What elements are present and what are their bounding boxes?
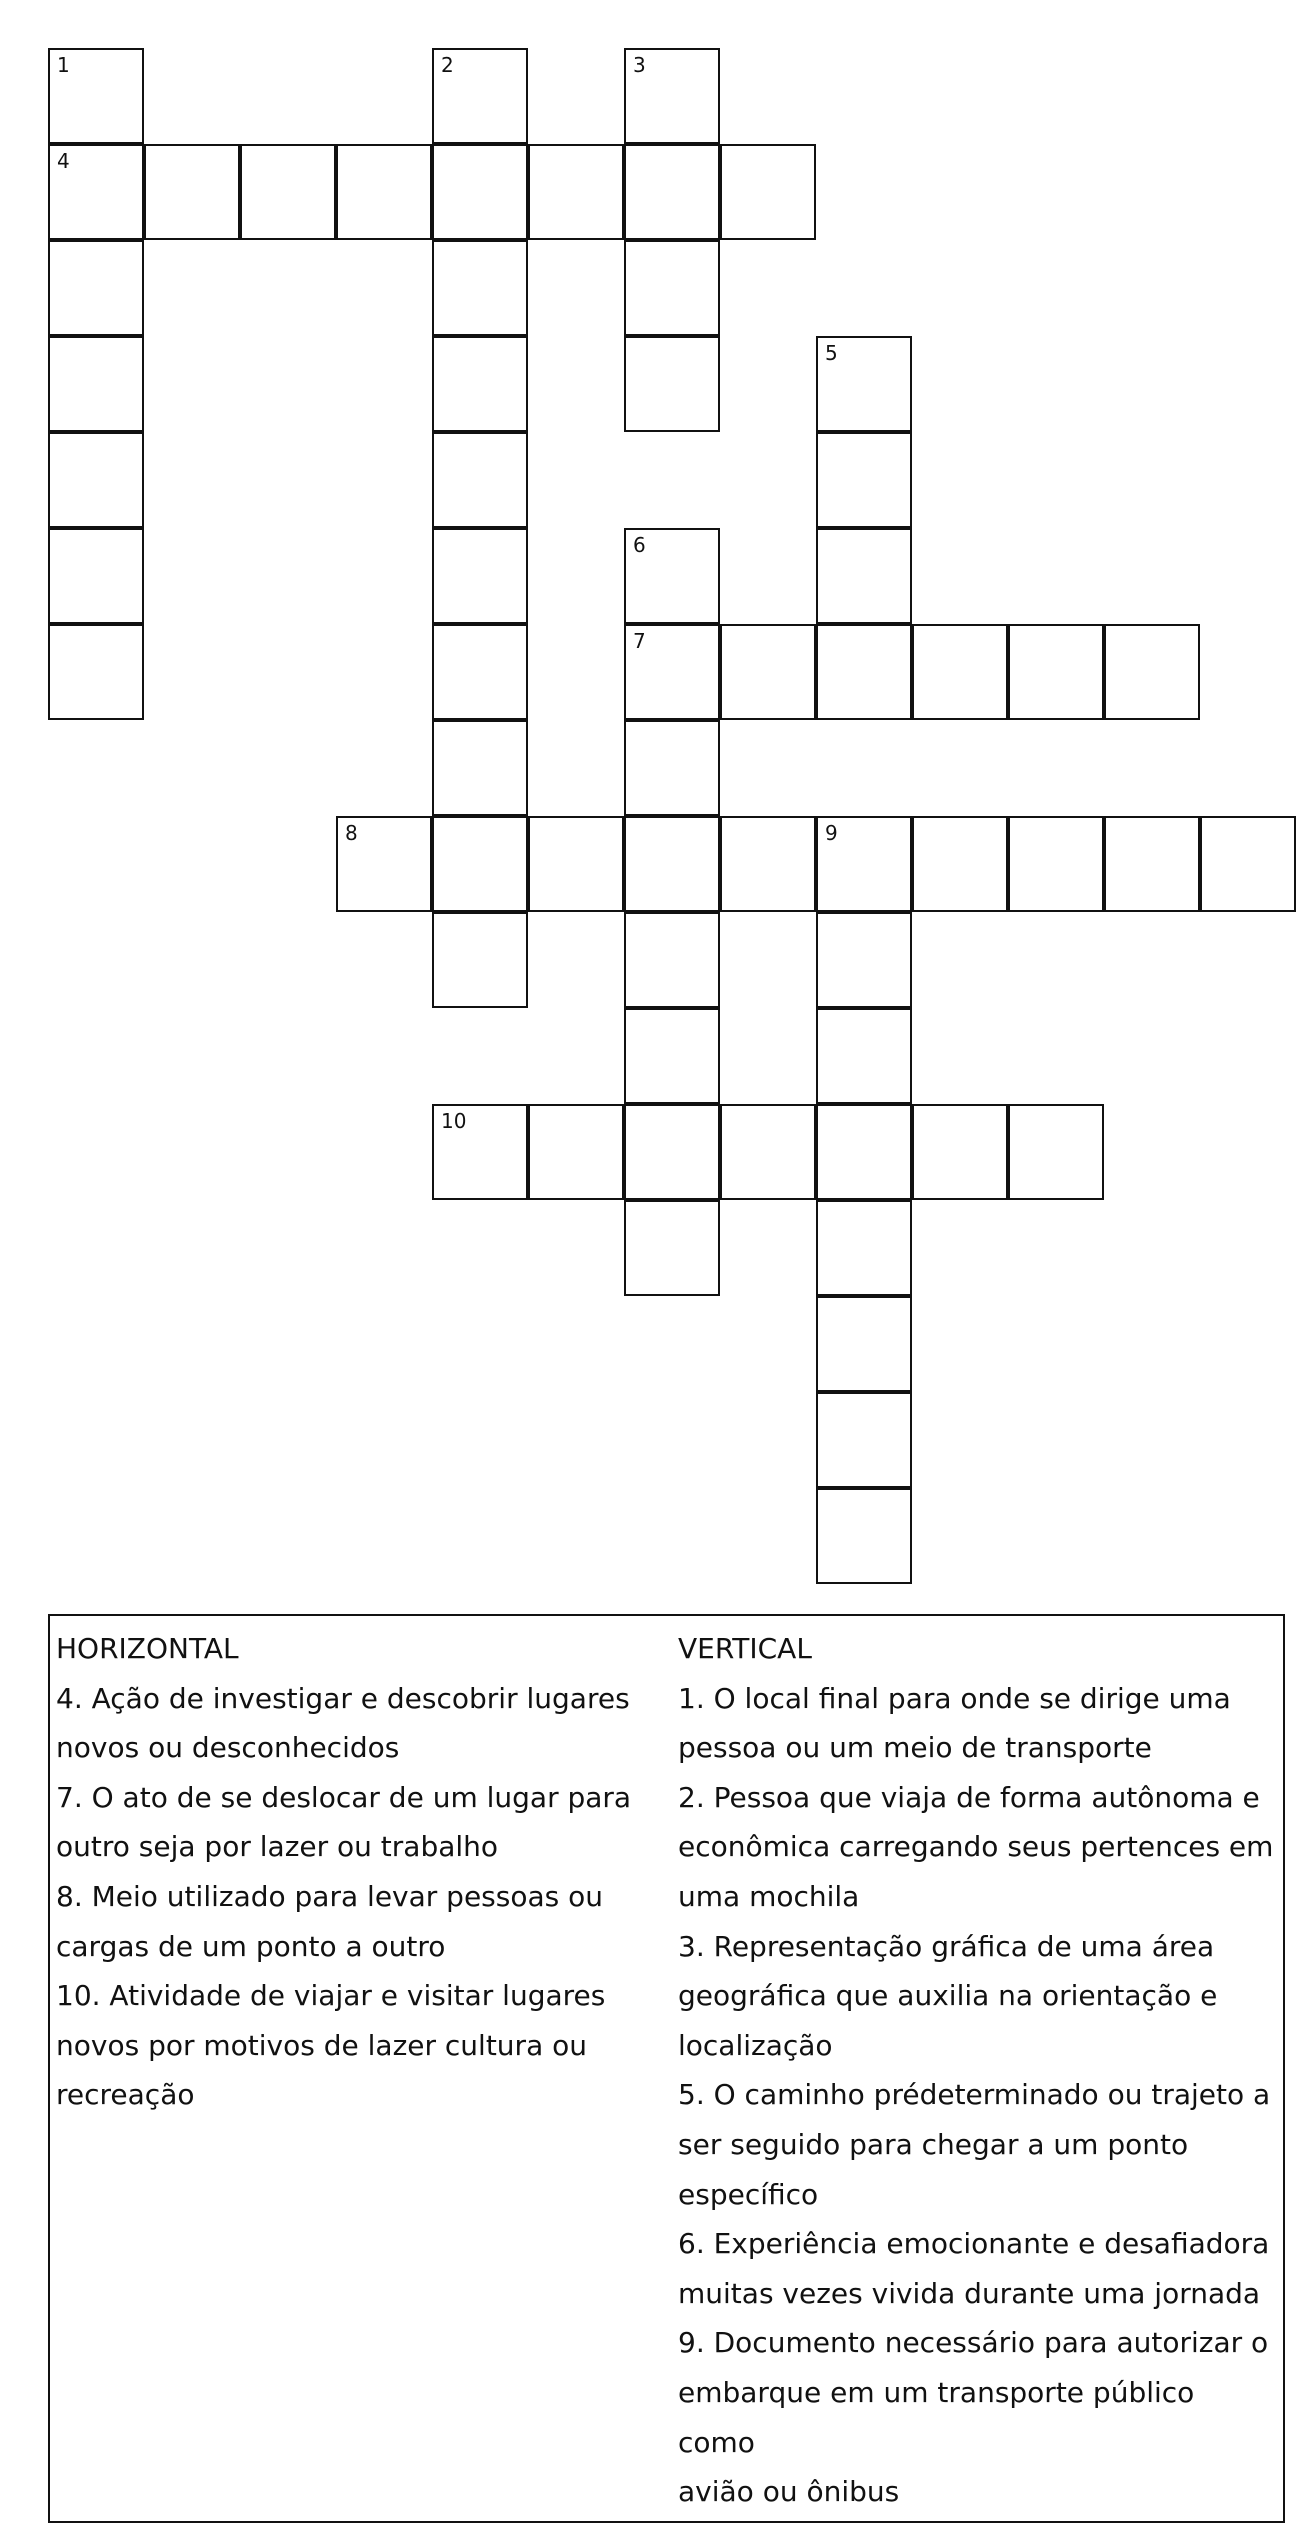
clue-line: cargas de um ponto a outro [56, 1929, 446, 1963]
crossword-cell[interactable] [432, 48, 528, 144]
crossword-cell[interactable] [816, 1200, 912, 1296]
clue-line: específico [678, 2177, 819, 2211]
vertical-clue [678, 1773, 1278, 1922]
crossword-cell[interactable] [816, 1008, 912, 1104]
crossword-cell[interactable] [1008, 1104, 1104, 1200]
crossword-cell[interactable] [48, 624, 144, 720]
crossword-cell[interactable] [624, 720, 720, 816]
crossword-cell[interactable] [48, 48, 144, 144]
vertical-title: VERTICAL [678, 1632, 812, 1665]
clue-number: 9 [825, 821, 838, 845]
crossword-cell[interactable] [816, 1104, 912, 1200]
clue-line: novos ou desconhecidos [56, 1731, 400, 1765]
crossword-cell[interactable] [1008, 816, 1104, 912]
crossword-cell[interactable] [144, 144, 240, 240]
clue-number: 7 [633, 629, 646, 653]
crossword-cell[interactable] [624, 240, 720, 336]
crossword-cell[interactable] [240, 144, 336, 240]
crossword-cell[interactable] [624, 336, 720, 432]
crossword-cell[interactable] [432, 432, 528, 528]
clue-number: 4 [57, 149, 70, 173]
horizontal-clues [56, 1624, 656, 2120]
crossword-cell[interactable] [48, 432, 144, 528]
clue-line: 3. Representação gráfica de uma área [678, 1929, 1215, 1963]
clue-line: outro seja por lazer ou trabalho [56, 1830, 499, 1864]
crossword-cell[interactable] [432, 1104, 528, 1200]
clue-line: 10. Atividade de viajar e visitar lugares [56, 1979, 606, 2013]
horizontal-clue [56, 1971, 656, 2120]
crossword-cell[interactable] [624, 528, 720, 624]
horizontal-clue [56, 1674, 656, 1773]
crossword-cell[interactable] [624, 1104, 720, 1200]
crossword-cell[interactable] [1200, 816, 1296, 912]
crossword-cell[interactable] [912, 624, 1008, 720]
crossword-cell[interactable] [624, 48, 720, 144]
crossword-cell[interactable] [432, 624, 528, 720]
crossword-cell[interactable] [624, 144, 720, 240]
crossword-cell[interactable] [432, 720, 528, 816]
crossword-cell[interactable] [624, 1200, 720, 1296]
horizontal-clue [56, 1872, 656, 1971]
vertical-clue [678, 2318, 1278, 2516]
crossword-cell[interactable] [624, 912, 720, 1008]
clue-line: novos por motivos de lazer cultura ou [56, 2028, 588, 2062]
crossword-cell[interactable] [48, 528, 144, 624]
clue-line: 6. Experiência emocionante e desafiadora [678, 2227, 1270, 2261]
crossword-cell[interactable] [816, 1392, 912, 1488]
crossword-cell[interactable] [336, 144, 432, 240]
crossword-cell[interactable] [432, 816, 528, 912]
horizontal-title: HORIZONTAL [56, 1632, 239, 1665]
crossword-cell[interactable] [336, 816, 432, 912]
clue-line: 1. O local final para onde se dirige uma [678, 1681, 1231, 1715]
crossword-cell[interactable] [720, 1104, 816, 1200]
clue-number: 1 [57, 53, 70, 77]
crossword-cell[interactable] [1008, 624, 1104, 720]
clue-line: embarque em um transporte público como [678, 2375, 1195, 2459]
vertical-clue-list [678, 1674, 1278, 2517]
crossword-cell[interactable] [1104, 816, 1200, 912]
clue-line: 2. Pessoa que viaja de forma autônoma e [678, 1780, 1260, 1814]
vertical-clue [678, 1674, 1278, 1773]
clue-number: 10 [441, 1109, 467, 1133]
clue-line: ser seguido para chegar a um ponto [678, 2127, 1189, 2161]
crossword-cell[interactable] [432, 528, 528, 624]
crossword-cell[interactable] [816, 816, 912, 912]
crossword-cell[interactable] [48, 144, 144, 240]
clue-number: 3 [633, 53, 646, 77]
crossword-cell[interactable] [432, 240, 528, 336]
clue-line: 4. Ação de investigar e descobrir lugares [56, 1681, 630, 1715]
clue-line: localização [678, 2028, 833, 2062]
clues-box [48, 1614, 1285, 2523]
clue-number: 5 [825, 341, 838, 365]
crossword-cell[interactable] [720, 144, 816, 240]
clue-number: 6 [633, 533, 646, 557]
clue-line: uma mochila [678, 1879, 860, 1913]
clue-line: recreação [56, 2078, 195, 2112]
crossword-cell[interactable] [816, 1488, 912, 1584]
crossword-cell[interactable] [816, 912, 912, 1008]
crossword-cell[interactable] [816, 624, 912, 720]
crossword-cell[interactable] [720, 816, 816, 912]
crossword-cell[interactable] [48, 336, 144, 432]
crossword-cell[interactable] [912, 1104, 1008, 1200]
crossword-cell[interactable] [432, 912, 528, 1008]
horizontal-clue-list [56, 1674, 656, 2120]
crossword-cell[interactable] [720, 624, 816, 720]
crossword-cell[interactable] [528, 816, 624, 912]
clue-line: geográfica que auxilia na orientação e [678, 1979, 1218, 2013]
vertical-clue [678, 2070, 1278, 2219]
crossword-cell[interactable] [1104, 624, 1200, 720]
crossword-cell[interactable] [816, 528, 912, 624]
crossword-cell[interactable] [624, 816, 720, 912]
crossword-cell[interactable] [816, 1296, 912, 1392]
clue-line: pessoa ou um meio de transporte [678, 1731, 1152, 1765]
crossword-cell[interactable] [528, 144, 624, 240]
crossword-cell[interactable] [528, 1104, 624, 1200]
clue-line: 5. O caminho prédeterminado ou trajeto a [678, 2078, 1271, 2112]
crossword-cell[interactable] [912, 816, 1008, 912]
crossword-cell[interactable] [816, 432, 912, 528]
clue-line: 7. O ato de se deslocar de um lugar para [56, 1780, 632, 1814]
clue-line: muitas vezes vivida durante uma jornada [678, 2276, 1261, 2310]
clue-line: 9. Documento necessário para autorizar o [678, 2326, 1269, 2360]
crossword-cell[interactable] [624, 624, 720, 720]
vertical-clues [678, 1624, 1278, 2517]
clue-number: 8 [345, 821, 358, 845]
crossword-cell[interactable] [816, 336, 912, 432]
clue-line: econômica carregando seus pertences em [678, 1830, 1274, 1864]
crossword-cell[interactable] [432, 144, 528, 240]
clue-line: avião ou ônibus [678, 2475, 900, 2509]
vertical-clue [678, 1922, 1278, 2071]
horizontal-clue [56, 1773, 656, 1872]
crossword-cell[interactable] [48, 240, 144, 336]
clue-line: 8. Meio utilizado para levar pessoas ou [56, 1879, 604, 1913]
crossword-cell[interactable] [432, 336, 528, 432]
vertical-clue [678, 2219, 1278, 2318]
clue-number: 2 [441, 53, 454, 77]
crossword-cell[interactable] [624, 1008, 720, 1104]
